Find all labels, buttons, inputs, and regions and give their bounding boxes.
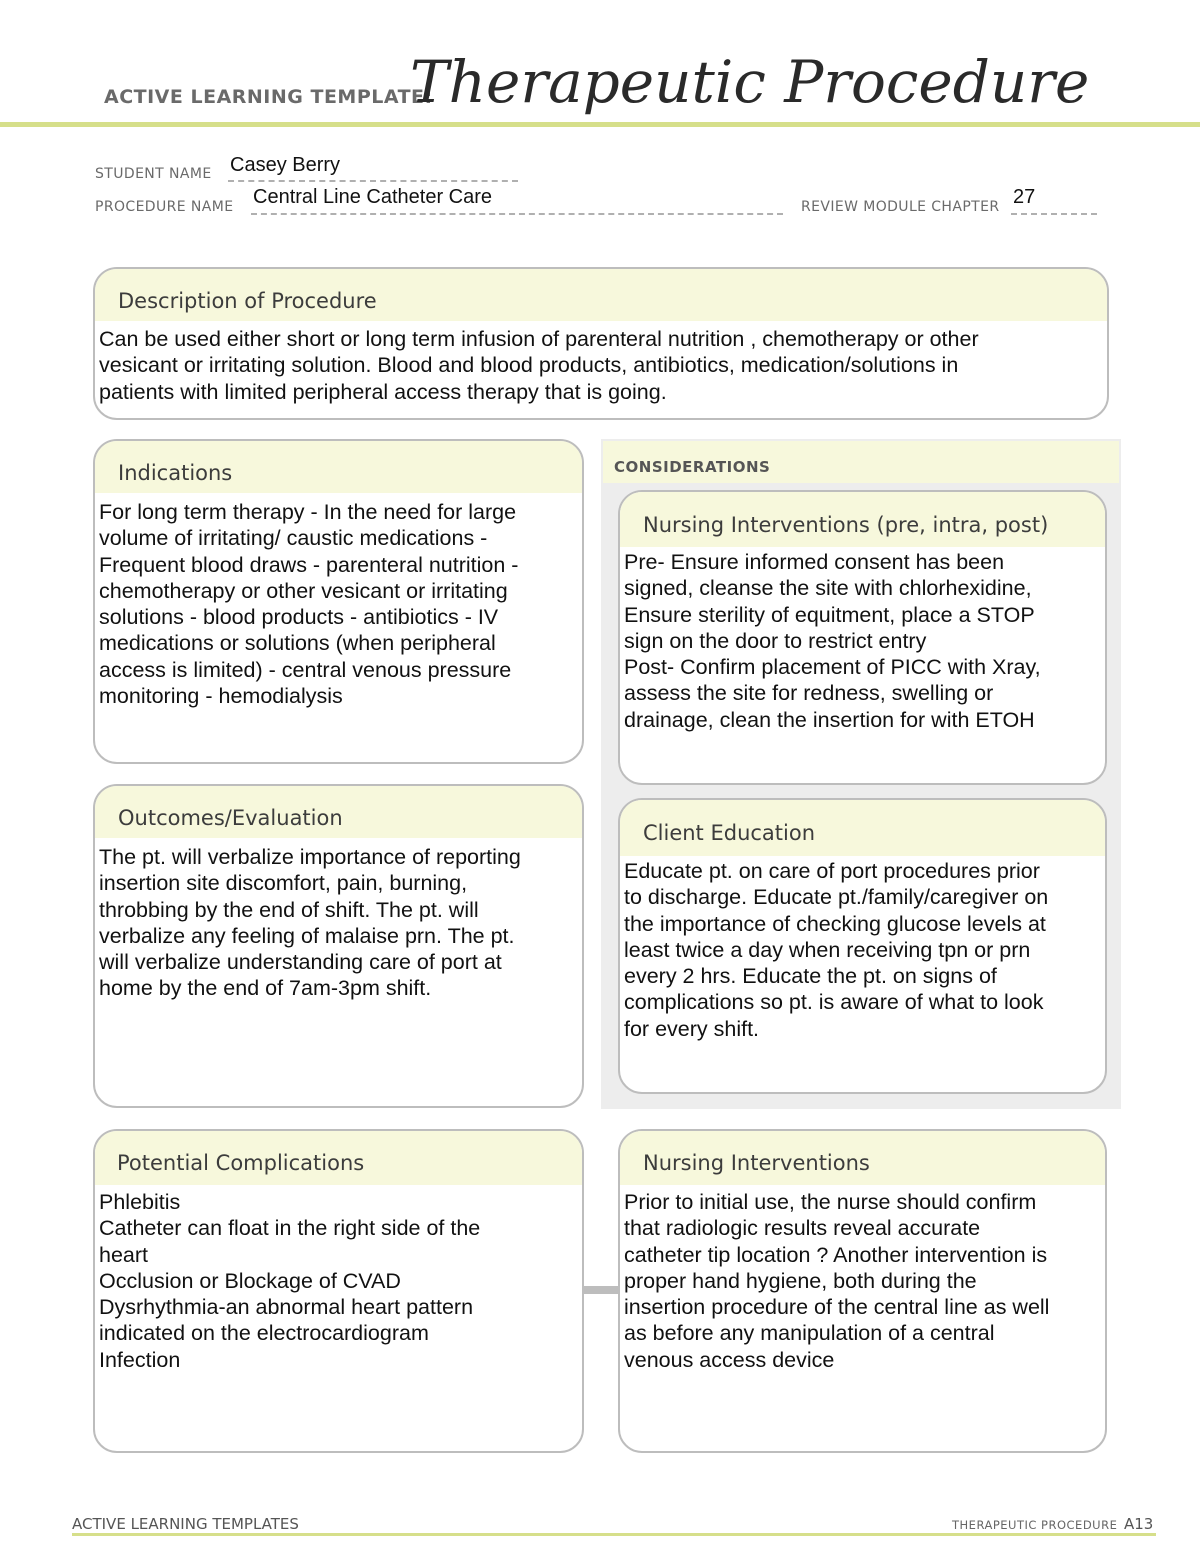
page-title: Therapeutic Procedure — [410, 48, 1090, 116]
complications-text[interactable]: Phlebitis Catheter can float in the right side of the heart Occlusion or Blockage of CVAD Dysrhythmia-an abnormal heart pattern indicated on the electrocardiogram Infection — [99, 1190, 481, 1372]
box-connector — [583, 1286, 621, 1294]
procedure-name-field[interactable]: Central Line Catheter Care — [253, 186, 493, 208]
indications-text[interactable]: For long term therapy - In the need for large volume of irritating/ caustic medications - Frequent blood draws - parenteral nutrition - chemotherapy or other vesicant or irritating solutions - blood products - antibiotics - IV medications or solutions (when peripheral access is limited) - central venous pressure monitoring - hemodialysis — [99, 500, 519, 709]
nursing-interventions-text[interactable]: Prior to initial use, the nurse should confirm that radiologic results reveal accurate catheter tip location ? Another intervention is proper hand hygiene, both during the insertion procedure of the central line as well as before any manipulation of a central venous access device — [624, 1190, 1050, 1372]
considerations-title: CONSIDERATIONS — [614, 458, 771, 476]
outcomes-box — [93, 784, 584, 1108]
review-module-underline — [1011, 213, 1097, 215]
complications-title: Potential Complications — [95, 1131, 582, 1185]
complications-box — [93, 1129, 584, 1453]
page-number: A13 — [1124, 1515, 1154, 1533]
procedure-name-underline — [251, 213, 783, 215]
footer-rule — [72, 1533, 1156, 1536]
review-module-field[interactable]: 27 — [1013, 186, 1036, 208]
outcomes-title: Outcomes/Evaluation — [95, 786, 582, 838]
template-label: ACTIVE LEARNING TEMPLATE: — [104, 86, 433, 108]
review-module-label: REVIEW MODULE CHAPTER — [801, 199, 1000, 215]
description-box — [93, 267, 1109, 420]
student-name-underline — [228, 180, 518, 182]
client-education-text[interactable]: Educate pt. on care of port procedures prior to discharge. Educate pt./family/caregiver on the importance of checking glucose levels at least twice a day when receiving tpn or prn every 2 hrs. Educate the pt. on signs of complications so pt. is aware of what to look for every shift. — [624, 859, 1049, 1041]
nursing-interventions-title: Nursing Interventions — [620, 1131, 1105, 1185]
client-education-box — [618, 798, 1107, 1094]
client-education-title: Client Education — [620, 800, 1105, 856]
outcomes-text[interactable]: The pt. will verbalize importance of reporting insertion site discomfort, pain, burning, throbbing by the end of shift. The pt. will verbalize any feeling of malaise prn. The pt. will verbalize understanding care of port at home by the end of 7am-3pm shift. — [99, 845, 521, 1001]
nursing-interventions-ppp-text[interactable]: Pre- Ensure informed consent has been signed, cleanse the site with chlorhexidine, Ensure sterility of equitment, place a STOP sign on the door to restrict entry Post- Confirm placement of PICC with Xray, assess the site for redness, swelling or drainage, clean the insertion for with ETOH — [624, 550, 1041, 732]
footer-left-label: ACTIVE LEARNING TEMPLATES — [72, 1515, 299, 1533]
procedure-name-label: PROCEDURE NAME — [95, 199, 234, 215]
indications-box — [93, 439, 584, 764]
nursing-interventions-box — [618, 1129, 1107, 1453]
description-title: Description of Procedure — [95, 269, 1107, 321]
indications-title: Indications — [95, 441, 582, 493]
nursing-interventions-ppp-title: Nursing Interventions (pre, intra, post) — [620, 492, 1105, 547]
header-rule — [0, 122, 1200, 127]
nursing-interventions-ppp-box — [618, 490, 1107, 785]
student-name-field[interactable]: Casey Berry — [230, 154, 341, 176]
student-name-label: STUDENT NAME — [95, 166, 212, 182]
description-text[interactable]: Can be used either short or long term infusion of parenteral nutrition , chemotherapy or other vesicant or irritating solution. Blood and blood products, antibiotics, medication/solutions in patients with limited peripheral access therapy that is going. — [99, 327, 979, 404]
footer-right-label: THERAPEUTIC PROCEDURE — [952, 1518, 1118, 1532]
